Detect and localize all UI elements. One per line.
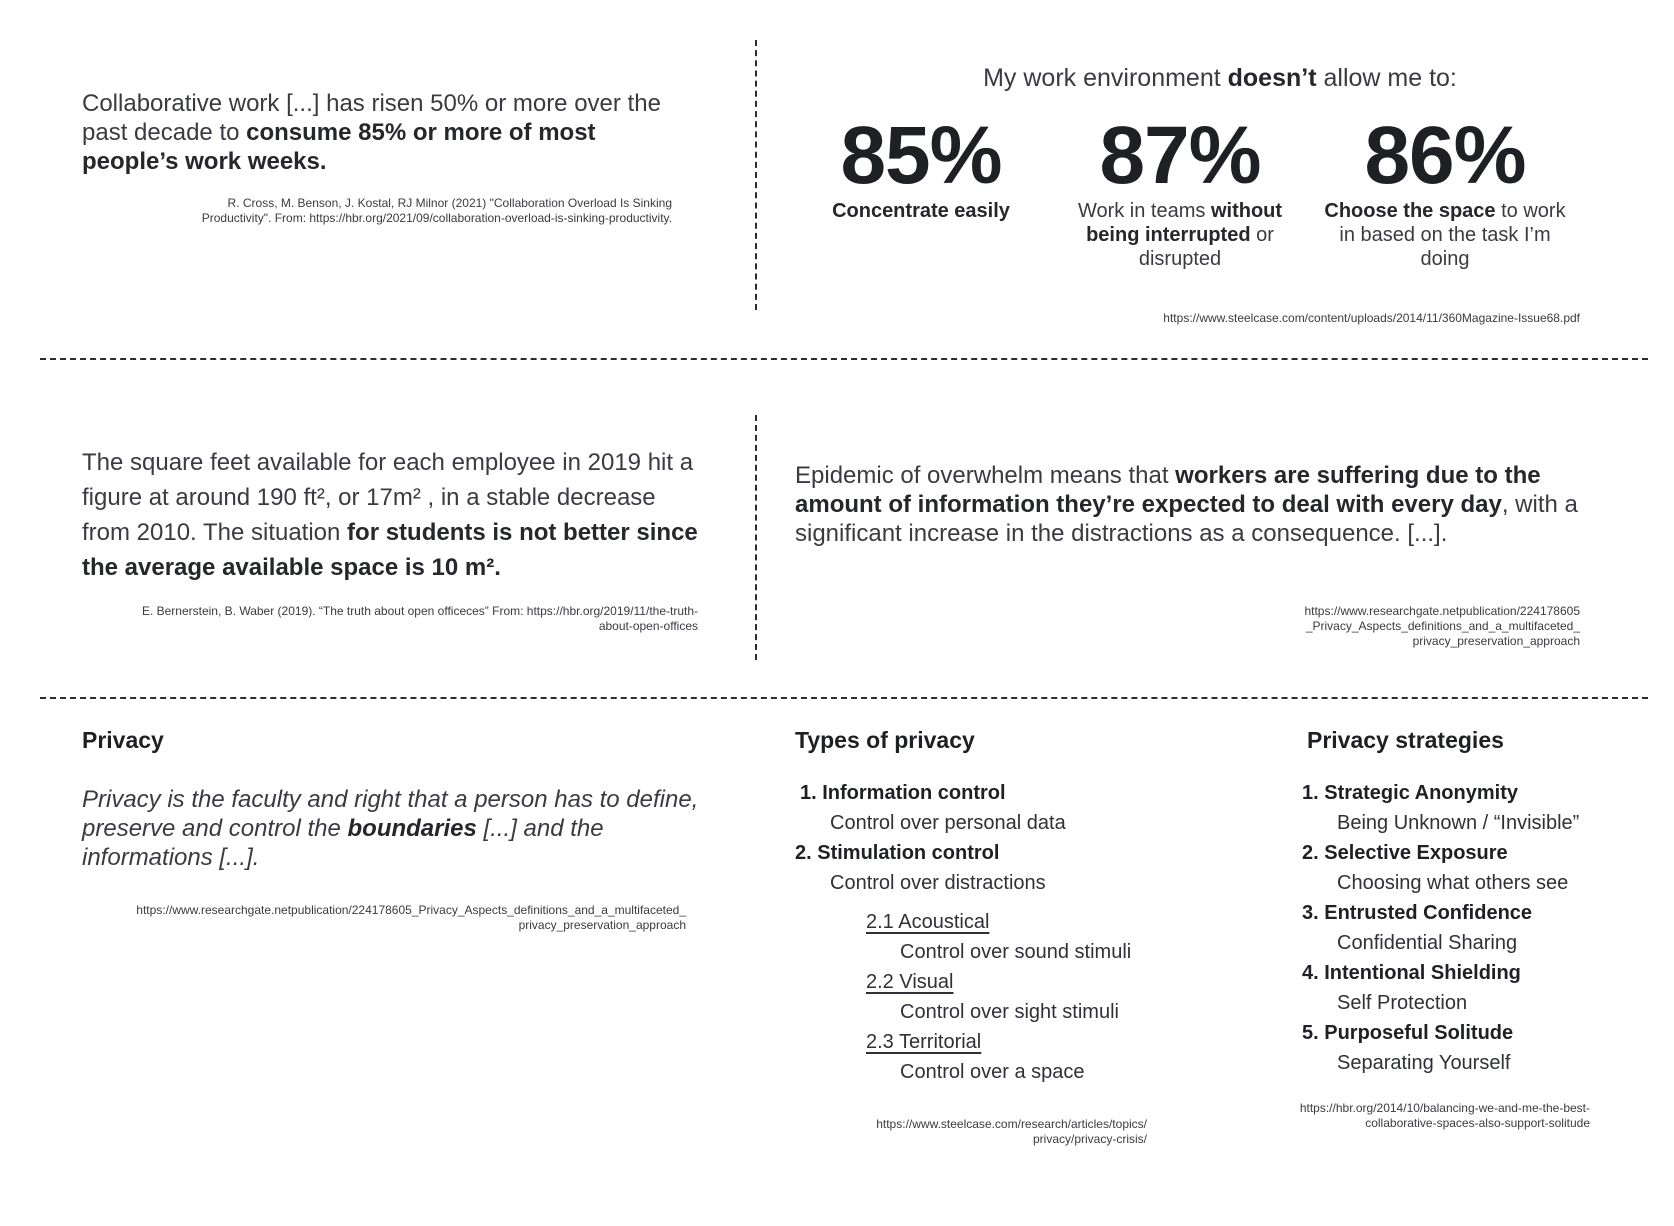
type-item-desc: Control over personal data bbox=[830, 812, 1066, 834]
strategy-desc: Choosing what others see bbox=[1337, 872, 1569, 894]
types-citation bbox=[760, 1117, 1147, 1147]
stat-caption bbox=[796, 199, 1046, 223]
quote-emphasis: workers are suffering due to the amount of information they’re expected to deal with every day bbox=[795, 462, 1541, 518]
horizontal-divider-2 bbox=[40, 697, 1648, 699]
strategy-desc: Being Unknown / “Invisible” bbox=[1337, 812, 1580, 834]
stat-choose-space bbox=[1320, 110, 1570, 271]
stat-caption bbox=[1055, 199, 1305, 271]
stat-caption-bold: Choose the space bbox=[1324, 200, 1496, 222]
space-citation: E. Bernerstein, B. Waber (2019). “The truth about open officeces” From: https://hbr.org/2019/11/the-truth-about-open-offices bbox=[141, 604, 698, 633]
stat-value: 85% bbox=[840, 110, 1002, 201]
vertical-divider-top bbox=[755, 40, 757, 310]
stats-title-text-end: allow me to: bbox=[1316, 64, 1457, 92]
stat-caption-text-end: or disrupted bbox=[1138, 224, 1274, 270]
privacy-definition bbox=[82, 785, 702, 872]
subtype-title: 2.3 Territorial bbox=[866, 1031, 982, 1053]
quote-text: Epidemic of overwhelm means that bbox=[795, 462, 1176, 489]
citation-line: https://hbr.org/2014/10/balancing-we-and-me-the-best- bbox=[1299, 1101, 1590, 1115]
space-quote bbox=[82, 445, 710, 585]
citation-line: https://www.researchgate.netpublication/224178605 bbox=[1304, 604, 1580, 618]
subtype-title: 2.2 Visual bbox=[866, 971, 954, 993]
stats-title-emphasis: doesn’t bbox=[1227, 64, 1317, 92]
citation-line: privacy/privacy-crisis/ bbox=[1032, 1132, 1147, 1146]
privacy-heading: Privacy bbox=[82, 727, 164, 753]
subtype-desc: Control over sound stimuli bbox=[900, 941, 1132, 963]
privacy-citation bbox=[70, 903, 686, 933]
strategy-title: 4. Intentional Shielding bbox=[1302, 962, 1521, 984]
type-item-title: 2. Stimulation control bbox=[795, 842, 1000, 864]
citation-line: https://www.steelcase.com/research/articles/topics/ bbox=[876, 1117, 1147, 1131]
stat-teams bbox=[1055, 110, 1305, 271]
citation-line: _Privacy_Aspects_definitions_and_a_multifaceted_ bbox=[1305, 619, 1580, 633]
definition-text: Privacy is the faculty and right that a person has to define, preserve and control the bbox=[82, 786, 699, 842]
stat-caption-text: to work in based on the task I’m doing bbox=[1339, 200, 1566, 270]
quote-text: Collaborative work [...] has risen 50% or more over the past decade to bbox=[82, 90, 661, 146]
stat-concentrate bbox=[796, 110, 1046, 223]
stat-caption bbox=[1320, 199, 1570, 271]
types-heading: Types of privacy bbox=[795, 727, 975, 753]
quote-emphasis: for students is not better since the average available space is 10 m². bbox=[82, 519, 698, 581]
stat-caption-bold: without being interrupted bbox=[1086, 200, 1283, 246]
overwhelm-citation bbox=[1180, 604, 1580, 649]
collaboration-quote bbox=[82, 89, 682, 176]
stats-title-text: My work environment bbox=[983, 64, 1228, 92]
strategy-desc: Confidential Sharing bbox=[1337, 932, 1518, 954]
definition-emphasis: boundaries bbox=[347, 815, 477, 842]
strategy-title: 3. Entrusted Confidence bbox=[1302, 902, 1533, 924]
quote-emphasis: consume 85% or more of most people’s work weeks. bbox=[82, 119, 596, 175]
stat-caption-bold: Concentrate easily bbox=[832, 200, 1010, 222]
strategy-title: 1. Strategic Anonymity bbox=[1302, 782, 1518, 804]
strategy-title: 2. Selective Exposure bbox=[1302, 842, 1508, 864]
citation-line: collaborative-spaces-also-support-solitude bbox=[1365, 1116, 1590, 1130]
strategies-citation bbox=[1200, 1101, 1590, 1131]
strategy-desc: Separating Yourself bbox=[1337, 1052, 1511, 1074]
citation-line: https://www.researchgate.netpublication/224178605_Privacy_Aspects_definitions_and_a_multifaceted_ bbox=[136, 903, 686, 917]
citation-line: privacy_preservation_approach bbox=[518, 918, 686, 932]
subtype-desc: Control over sight stimuli bbox=[900, 1001, 1119, 1023]
vertical-divider-middle bbox=[755, 415, 757, 660]
collaboration-citation: R. Cross, M. Benson, J. Kostal, RJ Milnor (2021) "Collaboration Overload Is Sinking Productivity". From: https://hbr.org/2021/09/collaboration-overload-is-sinking-productivity. bbox=[201, 196, 672, 225]
type-item-desc: Control over distractions bbox=[830, 872, 1046, 894]
stats-title bbox=[820, 64, 1620, 93]
stat-value: 86% bbox=[1364, 110, 1526, 201]
stat-value: 87% bbox=[1099, 110, 1261, 201]
overwhelm-quote bbox=[795, 461, 1595, 548]
strategy-title: 5. Purposeful Solitude bbox=[1302, 1022, 1514, 1044]
stat-caption-text: Work in teams bbox=[1077, 200, 1211, 222]
subtype-title: 2.1 Acoustical bbox=[866, 911, 990, 933]
quote-text: The square feet available for each employee in 2019 hit a figure at around 190 ft², or 17m² , in a stable decrease from 2010. The situation bbox=[82, 449, 694, 546]
strategy-desc: Self Protection bbox=[1337, 992, 1468, 1014]
quote-text-end: , with a significant increase in the distractions as a consequence. [...]. bbox=[795, 491, 1578, 547]
citation-line: privacy_preservation_approach bbox=[1412, 634, 1580, 648]
horizontal-divider-1 bbox=[40, 358, 1648, 360]
definition-text-end: [...] and the informations [...]. bbox=[82, 815, 604, 871]
type-item-title: 1. Information control bbox=[800, 782, 1006, 804]
stats-citation: https://www.steelcase.com/content/uploads/2014/11/360Magazine-Issue68.pdf bbox=[1163, 311, 1580, 325]
strategies-heading: Privacy strategies bbox=[1307, 727, 1504, 753]
subtype-desc: Control over a space bbox=[900, 1061, 1085, 1083]
